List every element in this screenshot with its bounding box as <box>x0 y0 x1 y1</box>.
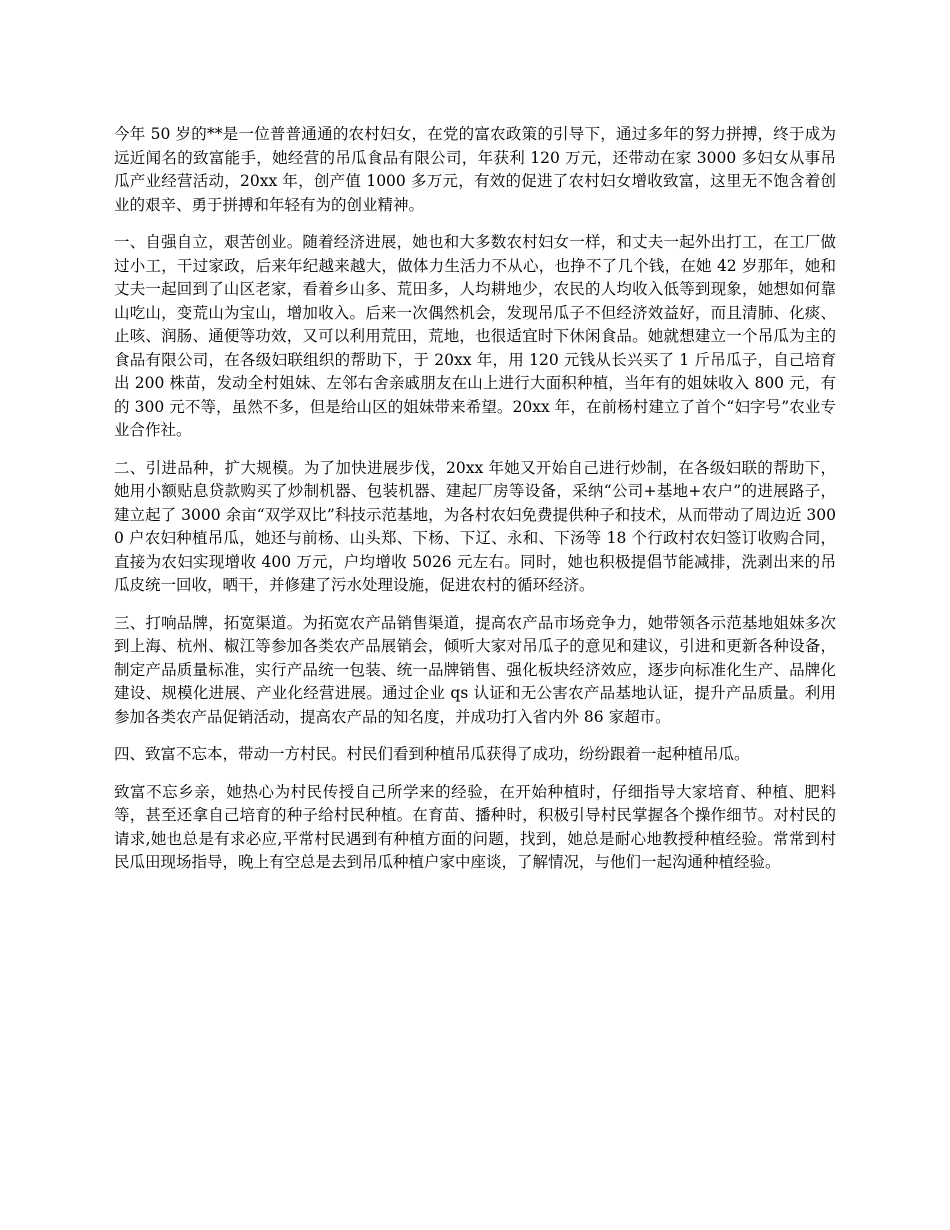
section-2-paragraph: 二、引进品种，扩大规模。为了加快进展步伐，20xx 年她又开始自己进行炒制，在各级妇联的帮助下，她用小额贴息贷款购买了炒制机器、包装机器、建起厂房等设备，采纳“公司+基地+农户”的进展路子，建立起了 3000 余亩“双学双比”科技示范基地，为各村农妇免费提供种子和技术，从而带动了周边近 3000 户农妇种植吊瓜，她还与前杨、山头郑、下杨、下辽、永和、下汤等 18 个行政村农妇签订收购合同，直接为农妇实现增收 400 万元，户均增收 5026 元左右。同时，她也积极提倡节能减排，洗剥出来的吊瓜皮统一回收，晒干，并修建了污水处理设施，促进农村的循环经济。 <box>114 458 836 594</box>
intro-paragraph: 今年 50 岁的**是一位普普通通的农村妇女，在党的富农政策的引导下，通过多年的努力拼搏，终于成为远近闻名的致富能手，她经营的吊瓜食品有限公司，年获利 120 万元，还带动在家 3000 多妇女从事吊瓜产业经营活动，20xx 年，创产值 1000 多万元，有效的促进了农村妇女增收致富，这里无不饱含着创业的艰辛、勇于拼搏和年轻有为的创业精神。 <box>114 125 836 214</box>
document-page <box>114 123 836 889</box>
section-4-paragraph: 四、致富不忘本，带动一方村民。村民们看到种植吊瓜获得了成功，纷纷跟着一起种植吊瓜。 <box>114 745 750 763</box>
closing-paragraph: 致富不忘乡亲，她热心为村民传授自己所学来的经验，在开始种植时，仔细指导大家培育、种植、肥料等，甚至还拿自己培育的种子给村民种植。在育苗、播种时，积极引导村民掌握各个操作细节。对村民的请求,她也总是有求必应,平常村民遇到有种植方面的问题，找到，她总是耐心地教授种植经验。常常到村民瓜田现场指导，晚上有空总是去到吊瓜种植户家中座谈，了解情况，与他们一起沟通种植经验。 <box>114 782 836 871</box>
section-1-paragraph: 一、自强自立，艰苦创业。随着经济进展，她也和大多数农村妇女一样，和丈夫一起外出打工，在工厂做过小工，干过家政，后来年纪越来越大，做体力生活力不从心，也挣不了几个钱，在她 42 岁那年，她和丈夫一起回到了山区老家，看着乡山多、荒田多，人均耕地少，农民的人均收入低等到现象，她想如何靠山吃山，变荒山为宝山，增加收入。后来一次偶然机会，发现吊瓜子不但经济效益好，而且清肺、化痰、止咳、润肠、通便等功效，又可以利用荒田，荒地，也很适宜时下休闲食品。她就想建立一个吊瓜为主的食品有限公司，在各级妇联组织的帮助下，于 20xx 年，用 120 元钱从长兴买了 1 斤吊瓜子，自己培育出 200 株苗，发动全村姐妹、左邻右舍亲戚朋友在山上进行大面积种植，当年有的姐妹收入 800 元，有的 300 元不等，虽然不多，但是给山区的姐妹带来希望。20xx 年，在前杨村建立了首个“妇字号”农业专业合作社。 <box>114 233 836 439</box>
section-3-paragraph: 三、打响品牌，拓宽渠道。为拓宽农产品销售渠道，提高农产品市场竞争力，她带领各示范基地姐妹多次到上海、杭州、椒江等参加各类农产品展销会，倾听大家对吊瓜子的意见和建议，引进和更新各种设备，制定产品质量标准，实行产品统一包装、统一品牌销售、强化板块经济效应，逐步向标准化生产、品牌化建设、规模化进展、产业化经营进展。通过企业 qs 认证和无公害农产品基地认证，提升产品质量。利用参加各类农产品促销活动，提高农产品的知名度，并成功打入省内外 86 家超市。 <box>114 613 836 726</box>
